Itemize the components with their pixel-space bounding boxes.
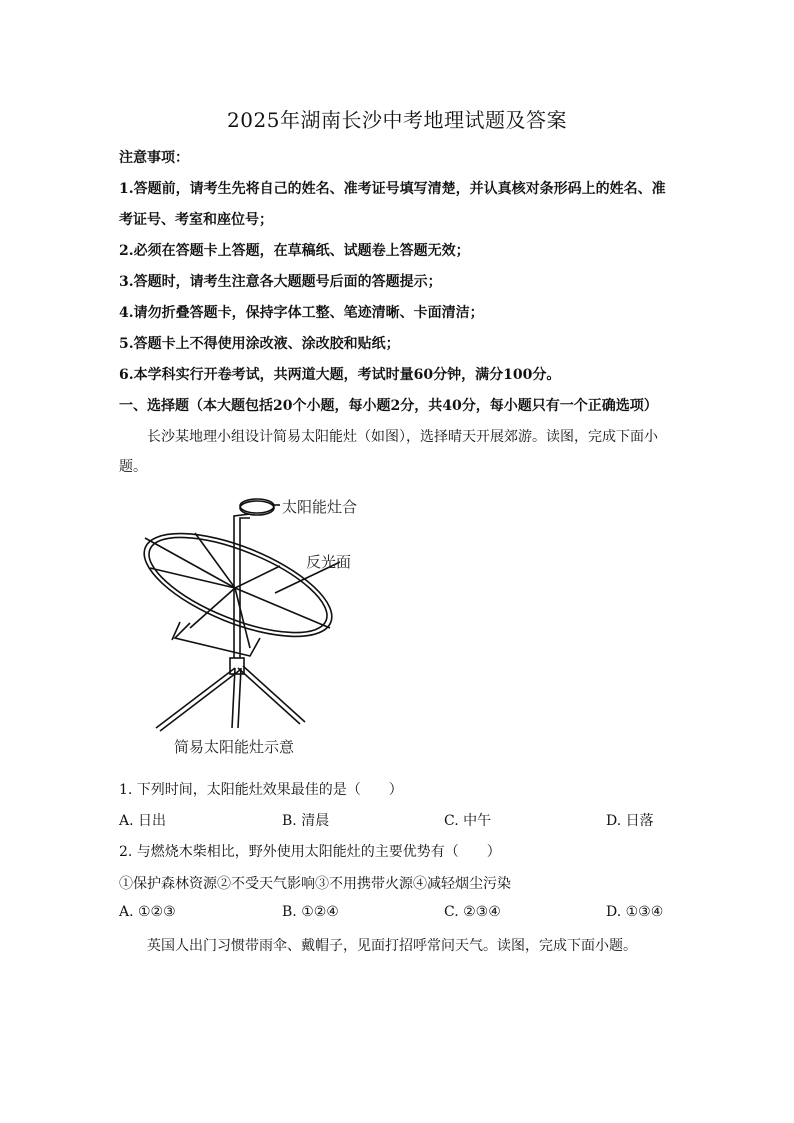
notice-item-6: 6.本学科实行开卷考试，共两道大题，考试时量60分钟，满分100分。 — [119, 367, 561, 383]
notice-item-1: 1.答题前，请考生先将自己的姓名、准考证号填写清楚，并认真核对条形码上的姓名、准 — [119, 181, 666, 197]
notice-item-5: 5.答题卡上不得使用涂改液、涂改胶和贴纸； — [119, 336, 400, 352]
section-heading: 一、选择题（本大题包括20个小题，每小题2分，共40分，每小题只有一个正确选项） — [119, 398, 658, 414]
label-reflector: 反光面 — [306, 553, 352, 571]
question-1-stem: 1. 下列时间，太阳能灶效果最佳的是（ ） — [119, 782, 403, 798]
notice-item-4: 4.请勿折叠答题卡，保持字体工整、笔迹清晰、卡面清洁； — [119, 305, 484, 321]
reflector-ribs — [145, 533, 330, 648]
notice-item-2: 2.必须在答题卡上答题，在草稿纸、试题卷上答题无效； — [119, 243, 470, 259]
question-2-option-d[interactable]: D. ①③④ — [606, 904, 664, 920]
reflector-rim — [131, 512, 345, 657]
notice-heading: 注意事项： — [119, 150, 189, 166]
question-2-statement: ①保护森林资源②不受天气影响③不用携带火源④减轻烟尘污染 — [119, 876, 511, 892]
question-2-stem: 2. 与燃烧木柴相比，野外使用太阳能灶的主要优势有（ ） — [119, 844, 501, 860]
tripod-leg-right — [238, 668, 300, 724]
question-1-option-b[interactable]: B. 清晨 — [282, 813, 330, 829]
next-section-intro: 英国人出门习惯带雨伞、戴帽子，见面打招呼常问天气。读图，完成下面小题。 — [147, 938, 637, 954]
question-1-option-a[interactable]: A. 日出 — [119, 813, 167, 829]
intro-line-1: 长沙某地理小组设计简易太阳能灶（如图），选择晴天开展郊游。读图，完成下面小 — [147, 429, 658, 445]
figure-caption: 简易太阳能灶示意 — [174, 738, 295, 756]
question-2-option-c[interactable]: C. ②③④ — [444, 904, 501, 920]
notice-item-3: 3.答题时，请考生注意各大题题号后面的答题提示； — [119, 274, 442, 290]
tripod-leg-center — [232, 668, 235, 728]
solar-cooker-figure — [130, 488, 390, 764]
intro-line-2: 题。 — [119, 459, 147, 475]
question-2-option-b[interactable]: B. ①②④ — [282, 904, 339, 920]
question-2-option-a[interactable]: A. ①②③ — [119, 904, 176, 920]
label-pot-stand: 太阳能灶合 — [282, 498, 358, 516]
notice-item-1-cont: 考证号、考室和座位号； — [119, 212, 273, 228]
question-1-option-c[interactable]: C. 中午 — [444, 813, 492, 829]
question-1-option-d[interactable]: D. 日落 — [606, 813, 654, 829]
tripod-leg-left — [156, 668, 235, 728]
page-title: 2025年湖南长沙中考地理试题及答案 — [227, 108, 567, 132]
